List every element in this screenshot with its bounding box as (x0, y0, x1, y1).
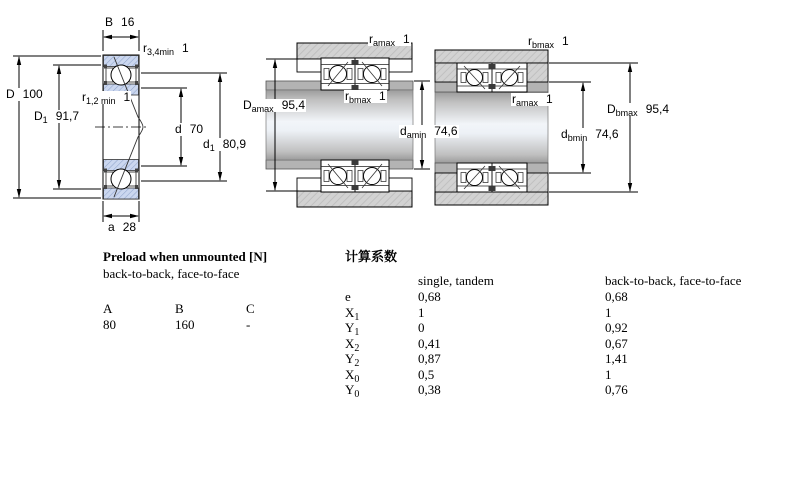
factors-table-header (345, 273, 765, 289)
factor-row (345, 382, 765, 398)
dim-value: 1 (562, 34, 569, 48)
dim-value: 74,6 (595, 127, 619, 141)
factor-value-single: 0,41 (418, 335, 441, 351)
preload-col-header: C (246, 301, 255, 316)
dim-subscript: bmax (532, 40, 555, 50)
factor-row (345, 305, 765, 321)
housing (297, 191, 412, 207)
dim-value: 28 (122, 220, 137, 234)
dim-symbol: D (6, 87, 15, 101)
factor-row (345, 289, 765, 305)
preload-value: - (246, 317, 251, 332)
factor-value-single: 0,87 (418, 351, 441, 366)
factors-table-title: 计算系数 (345, 249, 398, 264)
dim-subscript: bmin (567, 133, 588, 143)
dim-value: 16 (121, 15, 135, 29)
preload-table (103, 249, 286, 332)
dim-label-Dbmax (606, 103, 670, 116)
calculation-factors-table (345, 249, 765, 398)
factor-value-single: 0,68 (418, 289, 441, 304)
factor-symbol: $Y_1$ (345, 320, 360, 338)
factor-value-single: 0,5 (418, 366, 435, 382)
dim-symbol: d (203, 137, 210, 151)
dim-symbol: d (175, 122, 182, 136)
dim-label-ramax-mid (511, 93, 554, 106)
preload-value: 80 (103, 317, 116, 332)
factor-value-paired: 1,41 (605, 351, 628, 366)
dim-symbol: D (34, 109, 43, 123)
preload-col-header: A (103, 301, 113, 316)
dim-label-d (174, 123, 204, 136)
dim-subscript: bmax (615, 108, 638, 118)
factor-value-paired: 1 (605, 304, 612, 320)
dim-value: 80,9 (222, 137, 247, 151)
dim-symbol: d (400, 124, 407, 138)
factor-symbol: e (345, 289, 351, 304)
factor-row (345, 336, 765, 352)
dim-symbol: r (512, 92, 516, 106)
dim-value: 1 (182, 41, 189, 55)
dim-symbol: D (243, 98, 252, 112)
dim-value: 74,6 (434, 124, 458, 138)
dim-subscript: 1 (42, 115, 48, 125)
dim-label-Damax (242, 99, 306, 112)
factor-row (345, 367, 765, 383)
factor-row (345, 351, 765, 367)
dim-value: 1 (546, 92, 553, 106)
factor-symbol: $X_0$ (345, 366, 360, 385)
factor-value-paired: 0,92 (605, 320, 628, 335)
factor-value-single: 0,38 (418, 382, 441, 397)
dim-symbol: r (82, 90, 86, 104)
dim-symbol: D (607, 102, 616, 116)
preload-table-subtitle: back-to-back, face-to-face (103, 266, 240, 281)
dim-subscript: bmax (349, 95, 372, 105)
factor-value-paired: 0,76 (605, 382, 628, 397)
dim-value: 100 (22, 87, 43, 101)
dim-value: 1 (379, 89, 386, 103)
dim-symbol: a (108, 220, 115, 234)
dim-subscript: 3,4min (147, 47, 175, 57)
dim-label-r12min (81, 91, 131, 104)
dim-label-r34min (142, 42, 190, 55)
dim-label-rbmax-top (527, 35, 570, 48)
dim-label-damin (399, 125, 459, 138)
dim-subscript: amax (516, 98, 539, 108)
dim-value: 1 (403, 32, 410, 46)
preload-table-title: Preload when unmounted [N] (103, 249, 268, 264)
dim-symbol: B (105, 15, 114, 29)
dim-symbol: r (345, 89, 349, 103)
dim-symbol: r (369, 32, 373, 46)
dim-label-d1 (202, 138, 247, 151)
factor-value-paired: 0,68 (605, 289, 628, 304)
dim-label-a (107, 221, 137, 234)
dim-label-B (104, 16, 135, 29)
factor-value-single: 1 (418, 304, 425, 320)
dim-value: 1 (123, 90, 131, 104)
factors-col-header-single-tandem: single, tandem (418, 273, 494, 288)
dim-symbol: r (528, 34, 532, 48)
dim-subscript: 1 (209, 143, 215, 153)
factor-symbol: $Y_2$ (345, 351, 360, 369)
housing (435, 192, 548, 205)
preload-col-header: B (175, 301, 184, 316)
preload-table-grid (103, 301, 286, 332)
dim-subscript: 1,2 min (86, 96, 116, 106)
factor-value-paired: 1 (605, 366, 612, 382)
dim-label-dbmin (560, 128, 620, 141)
dim-label-rbmax-mid (344, 90, 387, 103)
factor-symbol: $Y_0$ (345, 382, 360, 400)
factor-symbol: $X_2$ (345, 335, 360, 354)
factor-row (345, 320, 765, 336)
dim-value: 91,7 (55, 109, 80, 123)
dim-label-ramax-top (368, 33, 411, 46)
factors-col-header-back-to-back: back-to-back, face-to-face (605, 273, 742, 288)
dim-subscript: amax (251, 104, 274, 114)
dim-subscript: amin (406, 130, 427, 140)
preload-value: 160 (175, 317, 195, 332)
dim-label-D1 (33, 110, 80, 123)
dim-symbol: r (143, 41, 147, 55)
dim-value: 95,4 (281, 98, 306, 112)
dim-value: 95,4 (645, 102, 670, 116)
dim-label-D (5, 88, 44, 101)
factor-symbol: $X_1$ (345, 304, 360, 323)
factor-value-paired: 0,67 (605, 335, 628, 351)
dim-subscript: amax (373, 38, 396, 48)
factor-value-single: 0 (418, 320, 425, 335)
dim-symbol: d (561, 127, 568, 141)
dim-value: 70 (189, 122, 204, 136)
